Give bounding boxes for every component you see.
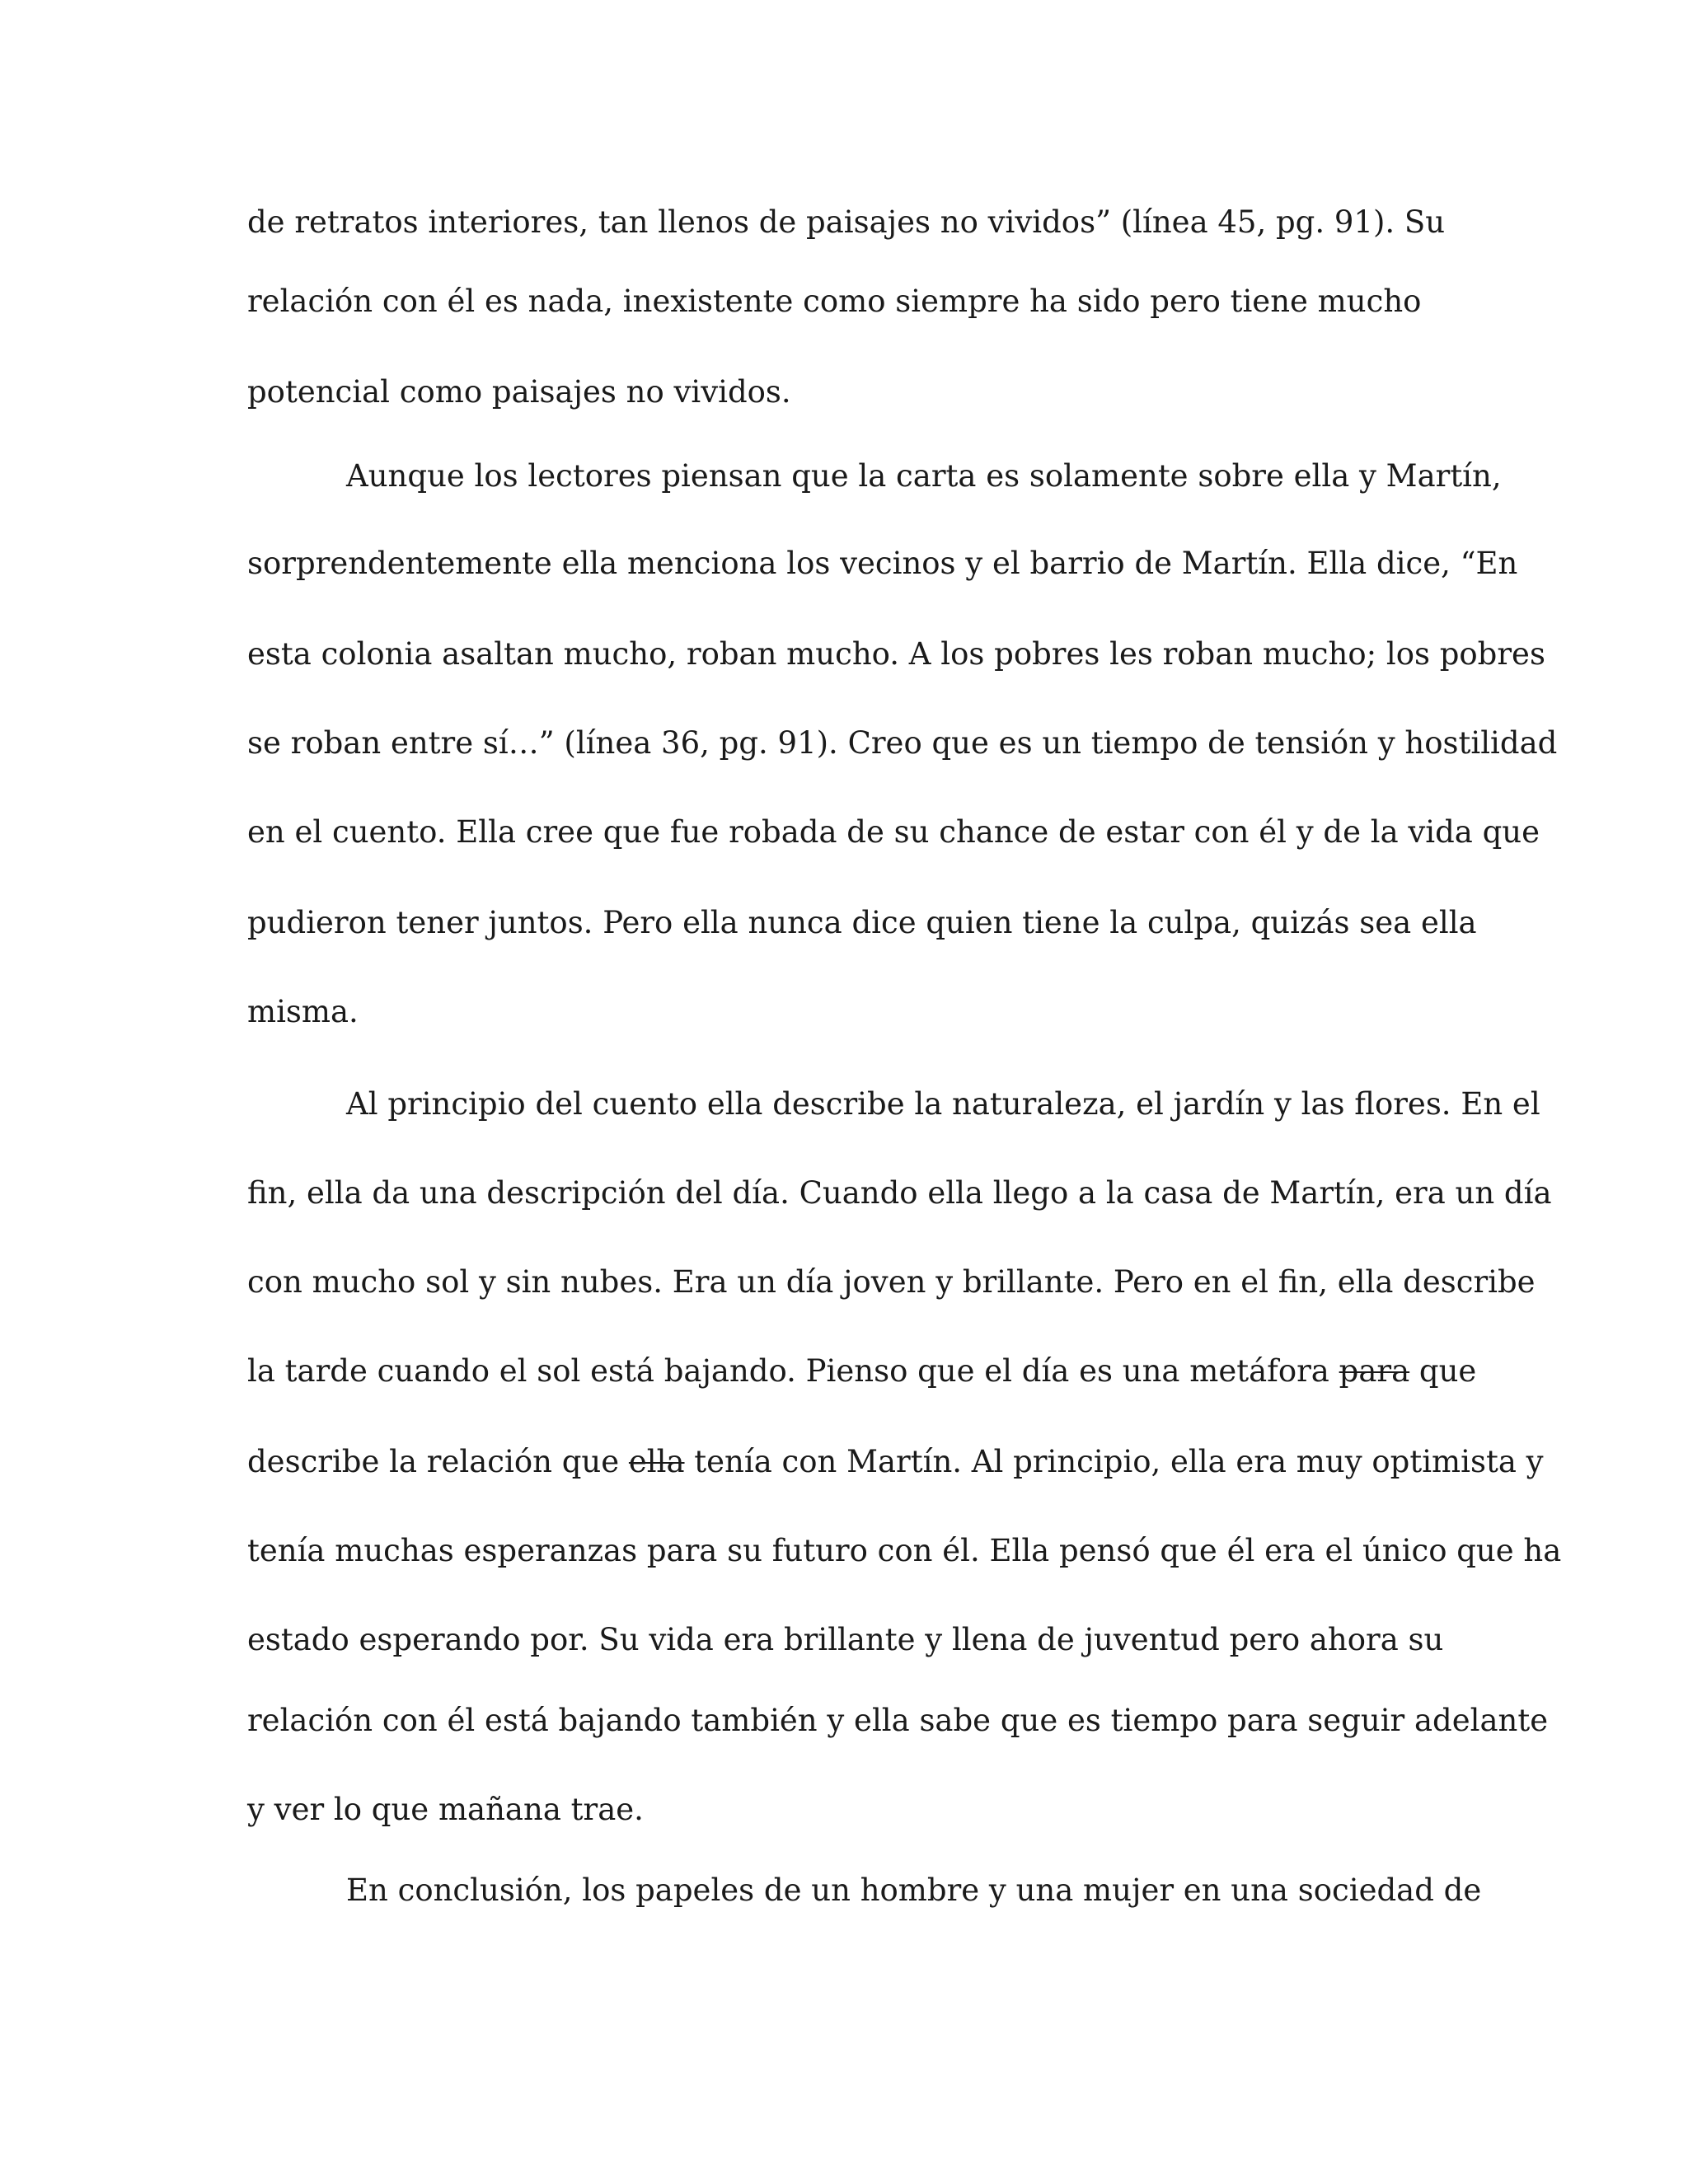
text-line: estado esperando por. Su vida era brillante y llena de juventud pero ahora su [247,1622,1444,1657]
text-line: con mucho sol y sin nubes. Era un día joven y brillante. Pero en el fin, ella describe [247,1264,1536,1300]
text-line-with-strikethrough [247,1352,1476,1391]
text-line: se roban entre sí…” (línea 36, pg. 91). Creo que es un tiempo de tensión y hostilidad [247,725,1558,761]
text-line: fin, ella da una descripción del día. Cuando ella llego a la casa de Martín, era un día [247,1175,1552,1211]
text-line-with-strikethrough [247,1442,1544,1482]
text-segment: que [1409,1353,1477,1389]
struck-word: ella [628,1444,685,1479]
text-segment: la tarde cuando el sol está bajando. Pienso que el día es una metáfora [247,1353,1339,1389]
text-line: relación con él es nada, inexistente como siempre ha sido pero tiene mucho [247,284,1422,319]
text-line: sorprendentemente ella menciona los vecinos y el barrio de Martín. Ella dice, “En [247,546,1518,581]
text-line: de retratos interiores, tan llenos de paisajes no vividos” (línea 45, pg. 91). Su [247,204,1446,240]
text-line: en el cuento. Ella cree que fue robada de su chance de estar con él y de la vida que [247,814,1540,850]
paragraph-start-line: Al principio del cuento ella describe la naturaleza, el jardín y las flores. En el [346,1086,1540,1122]
paragraph-start-line: Aunque los lectores piensan que la carta es solamente sobre ella y Martín, [346,458,1502,494]
text-line: tenía muchas esperanzas para su futuro con él. Ella pensó que él era el único que ha [247,1533,1562,1568]
text-line: misma. [247,994,359,1029]
text-segment: describe la relación que [247,1444,629,1479]
text-line: y ver lo que mañana trae. [247,1792,644,1827]
paragraph-start-line: En conclusión, los papeles de un hombre y una mujer en una sociedad de [346,1872,1482,1908]
struck-word: para [1339,1353,1410,1389]
text-line: potencial como paisajes no vividos. [247,374,791,410]
text-segment: tenía con Martín. Al principio, ella era muy optimista y [684,1444,1544,1479]
text-line: relación con él está bajando también y ella sabe que es tiempo para seguir adelante [247,1703,1549,1738]
text-line: pudieron tener juntos. Pero ella nunca dice quien tiene la culpa, quizás sea ella [247,905,1477,940]
text-line: esta colonia asaltan mucho, roban mucho. A los pobres les roban mucho; los pobres [247,636,1545,672]
